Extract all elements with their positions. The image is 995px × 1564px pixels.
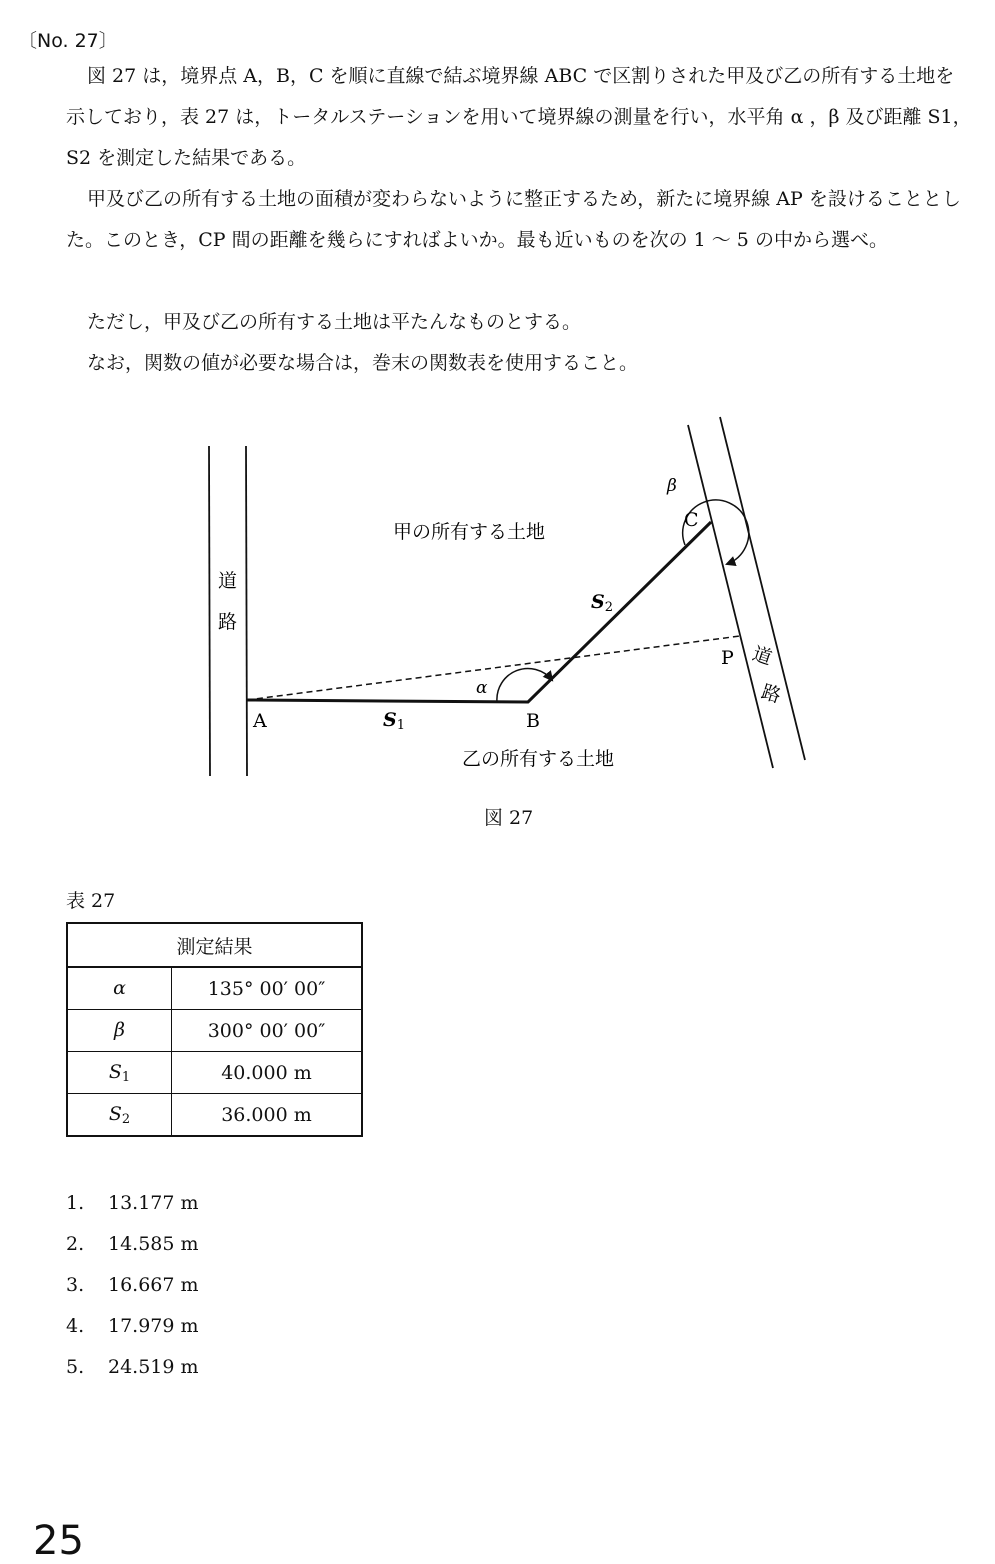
boundary-line-abc — [247, 522, 711, 702]
table-row — [67, 1052, 362, 1094]
figure-caption: 図 27 — [484, 807, 534, 829]
point-a-label: A — [253, 710, 267, 732]
owner-a-land-label: 甲の所有する土地 — [393, 521, 546, 543]
alpha-label: α — [476, 678, 488, 698]
left-road-label-1: 道 — [218, 570, 238, 592]
point-c-label: C — [684, 509, 699, 531]
row-value: 36.000 m — [172, 1094, 363, 1137]
answer-choices — [66, 1186, 199, 1391]
problem-statement: 図 27 は，境界点 A，B，C を順に直線で結ぶ境界線 ABC で区割りされた甲及び乙の所有する土地を示しており，表 27 は，トータルステーションを用いて境界線の測量を行い，水平角 α ，β 及び距離 S1，S2 を測定した結果である。 — [66, 65, 972, 169]
row-value: 40.000 m — [172, 1052, 363, 1094]
owner-b-land-label: 乙の所有する土地 — [462, 748, 615, 770]
choice-item: 4. 17.979 m — [66, 1315, 199, 1337]
row-key: α — [67, 967, 172, 1010]
problem-condition: ただし，甲及び乙の所有する土地は平たんなものとする。 — [87, 311, 582, 333]
table-row — [67, 967, 362, 1010]
row-value: 300° 00′ 00″ — [172, 1010, 363, 1052]
s2-label: S2 — [591, 591, 614, 615]
table-header: 測定結果 — [67, 923, 362, 967]
right-road-label-2: 路 — [758, 680, 784, 708]
question-number: 〔No. 27〕 — [18, 30, 118, 52]
row-key: β — [67, 1010, 172, 1052]
beta-label: β — [667, 476, 677, 496]
measurement-results-table — [66, 922, 363, 1137]
left-road-label-2: 路 — [218, 611, 238, 633]
s1-label: S1 — [383, 709, 406, 733]
row-key: $S_1$ — [67, 1052, 172, 1094]
page-number: 25 — [33, 1518, 84, 1564]
left-road-edge-outer — [209, 446, 210, 776]
problem-task: 甲及び乙の所有する土地の面積が変わらないように整正するため，新たに境界線 AP を設けることとした。このとき，CP 間の距離を幾らにすればよいか。最も近いものを次の 1 〜 5 の中から選べ。 — [66, 188, 961, 251]
choice-item: 2. 14.585 m — [66, 1233, 199, 1255]
choice-item: 1. 13.177 m — [66, 1192, 199, 1214]
problem-note: なお，関数の値が必要な場合は，巻末の関数表を使用すること。 — [87, 352, 639, 374]
choice-item: 5. 24.519 m — [66, 1356, 199, 1378]
right-road-label-1: 道 — [749, 642, 775, 670]
row-value: 135° 00′ 00″ — [172, 967, 363, 1010]
table-caption: 表 27 — [66, 890, 116, 912]
boundary-figure — [0, 400, 995, 800]
point-b-label: B — [526, 710, 540, 732]
table-row — [67, 1010, 362, 1052]
left-road-edge-inner — [246, 446, 247, 776]
right-road-edge-inner — [688, 425, 773, 768]
table-row — [67, 1094, 362, 1137]
row-key: $S_2$ — [67, 1094, 172, 1137]
point-p-label: P — [721, 647, 734, 669]
new-boundary-line-ap — [247, 636, 740, 700]
right-road-edge-outer — [720, 417, 805, 760]
choice-item: 3. 16.667 m — [66, 1274, 199, 1296]
